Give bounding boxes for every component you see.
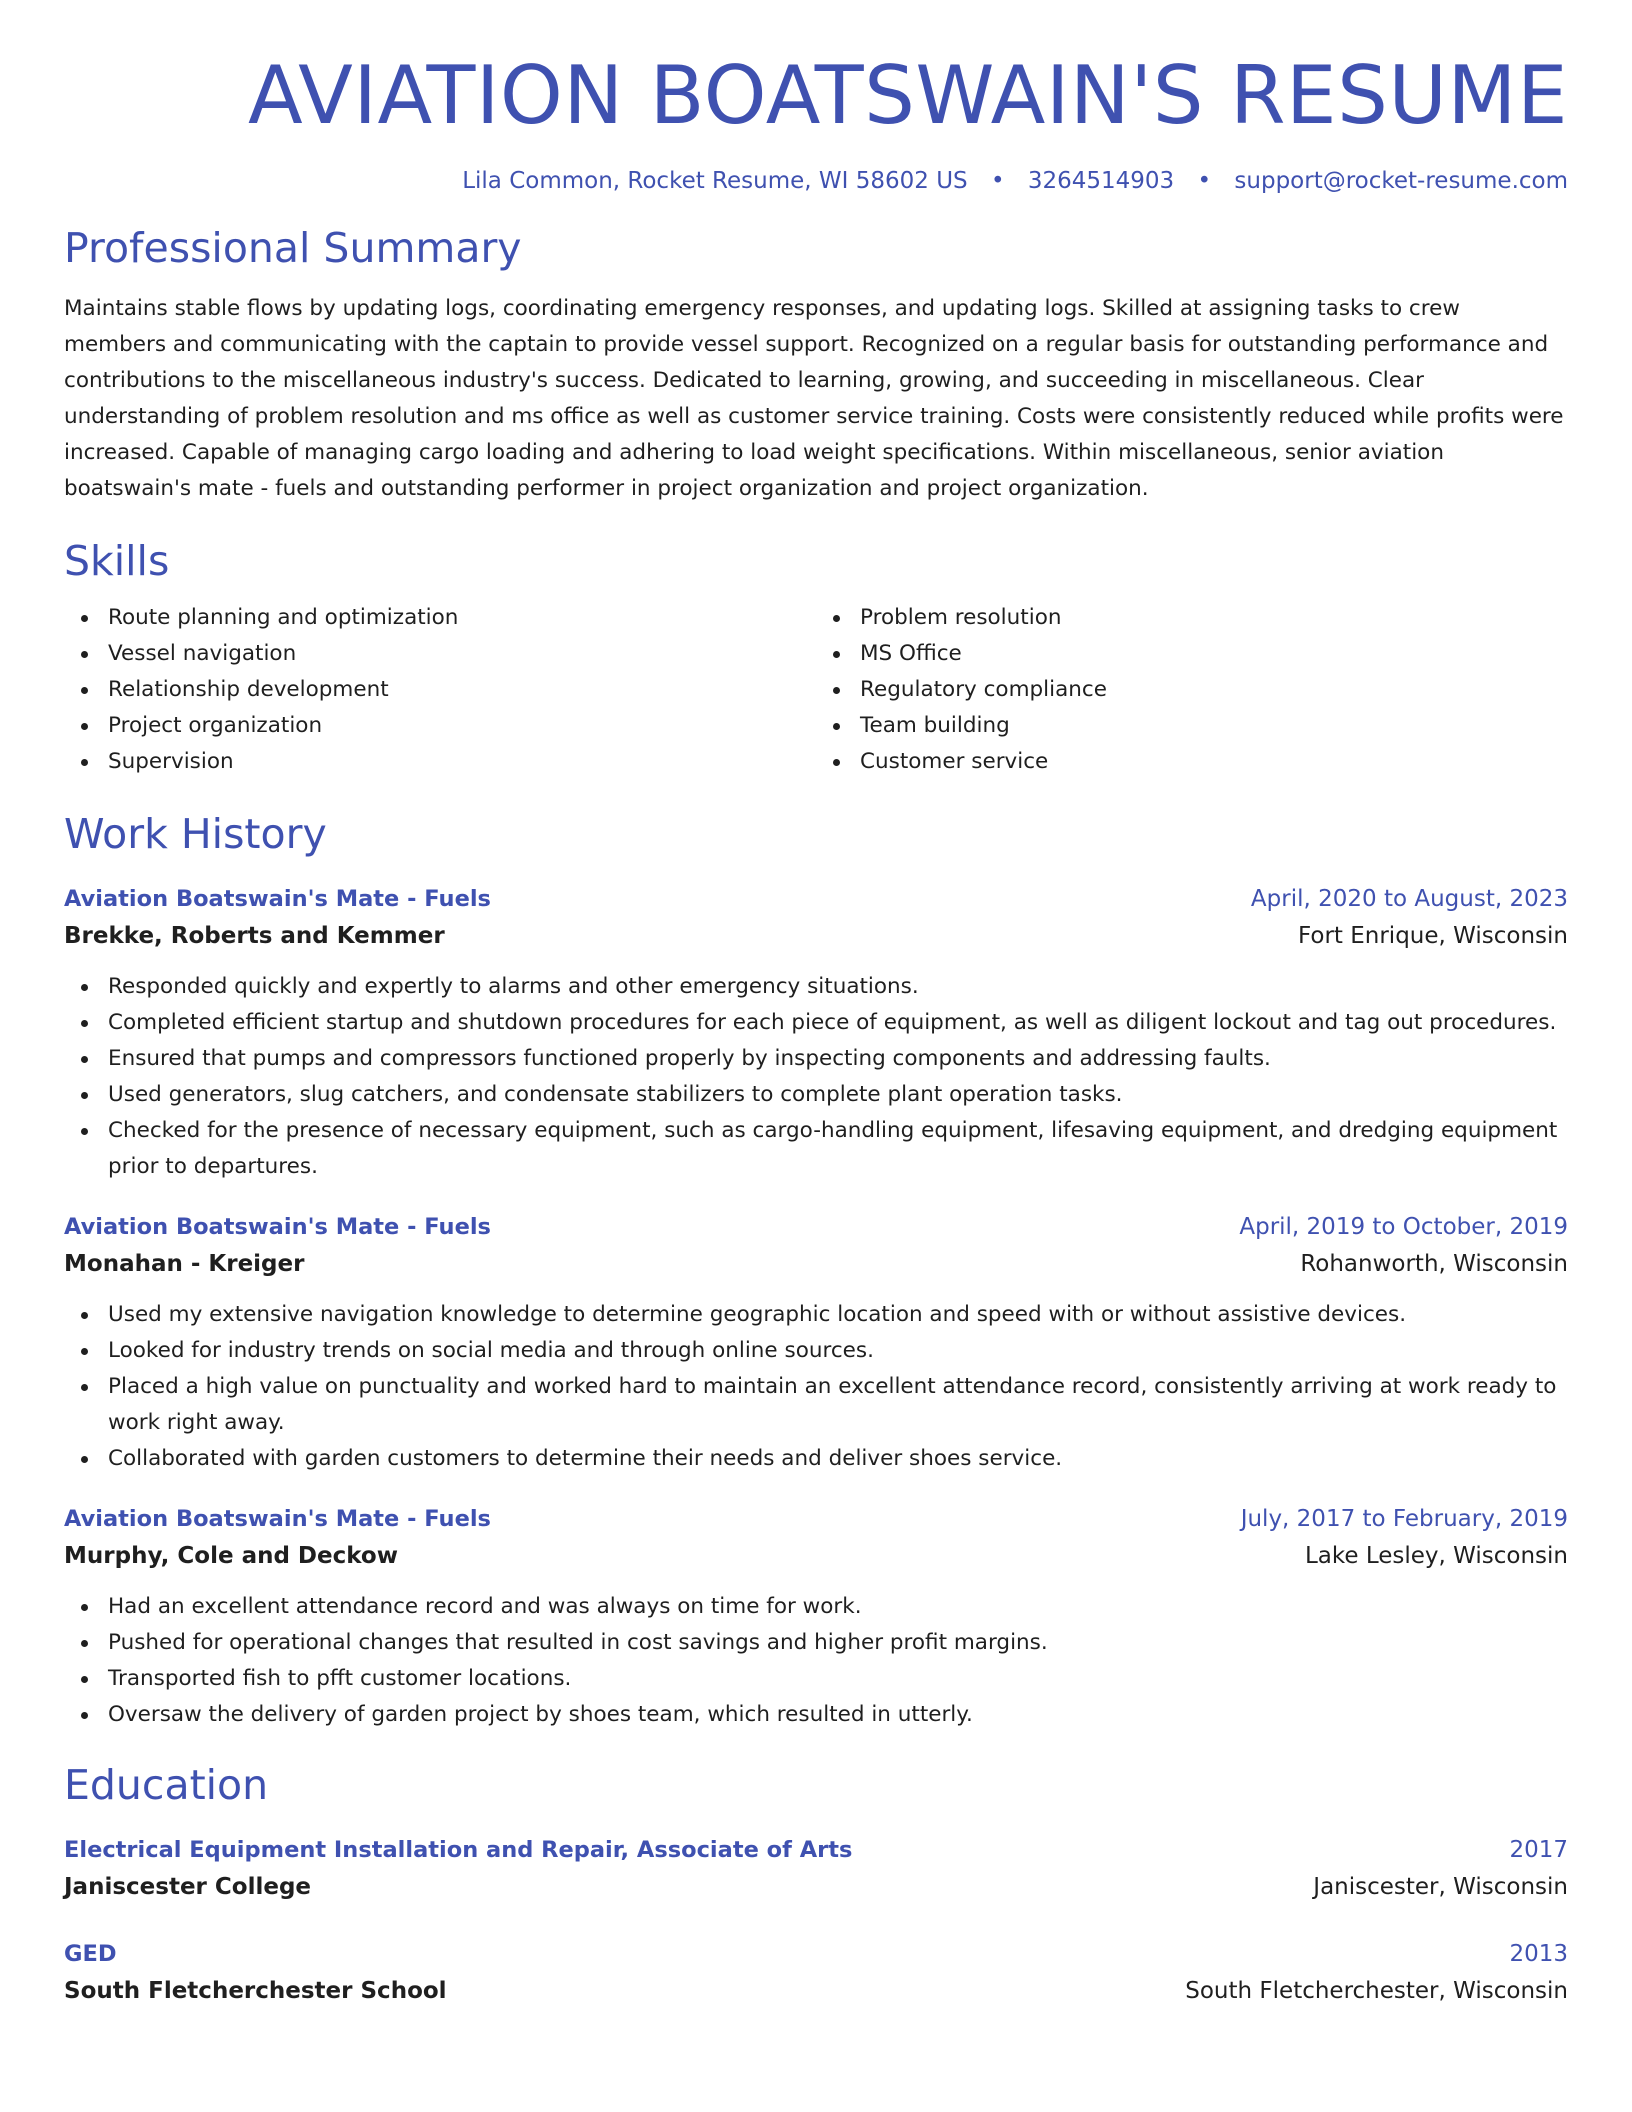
job-title: Aviation Boatswain's Mate - Fuels — [64, 1506, 491, 1533]
job-entry — [64, 1501, 1568, 1733]
contact-line — [64, 168, 1568, 194]
job-company-row — [64, 1537, 1568, 1575]
education-degree: Electrical Equipment Installation and Repair, Associate of Arts — [64, 1837, 853, 1864]
contact-separator: • — [1197, 168, 1212, 194]
education-degree: GED — [64, 1941, 117, 1968]
skill-item: Problem resolution — [816, 600, 1568, 636]
education-location: Janiscester, Wisconsin — [1313, 1874, 1568, 1901]
education-header-row — [64, 1936, 1568, 1972]
skills-heading: Skills — [64, 537, 170, 586]
job-bullet: Had an excellent attendance record and was always on time for work. — [64, 1589, 1568, 1625]
job-entry — [64, 881, 1568, 1185]
job-bullet: Oversaw the delivery of garden project by shoes team, which resulted in utterly. — [64, 1697, 1568, 1733]
job-title: Aviation Boatswain's Mate - Fuels — [64, 1214, 491, 1241]
education-school: Janiscester College — [64, 1874, 312, 1901]
education-entry — [64, 1936, 1568, 2010]
job-header-row — [64, 1209, 1568, 1245]
job-header-row — [64, 1501, 1568, 1537]
resume-title: AVIATION BOATSWAIN'S RESUME — [248, 49, 1568, 142]
job-bullet: Collaborated with garden customers to determine their needs and deliver shoes service. — [64, 1441, 1568, 1477]
job-bullet: Pushed for operational changes that resulted in cost savings and higher profit margins. — [64, 1625, 1568, 1661]
job-bullet: Used my extensive navigation knowledge to determine geographic location and speed with or without assistive devices. — [64, 1297, 1568, 1333]
job-bullet: Used generators, slug catchers, and condensate stabilizers to complete plant operation tasks. — [64, 1077, 1568, 1113]
job-dates: April, 2020 to August, 2023 — [1250, 886, 1568, 913]
skills-column-left — [64, 600, 816, 780]
job-bullet: Transported fish to pfft customer locations. — [64, 1661, 1568, 1697]
contact-email: support@rocket-resume.com — [1234, 168, 1568, 194]
summary-text: Maintains stable flows by updating logs, coordinating emergency responses, and updating logs. Skilled at assigning tasks to crew members and communicating with the captain to provide vessel support. Recognized on a regular basis for outstanding performance and contributions to the miscellaneous industry's success. Dedicated to learning, growing, and succeeding in miscellaneous. Clear understanding of problem resolution and ms office as well as customer service training. Costs were consistently reduced while profits were increased. Capable of managing cargo loading and adhering to load weight specifications. Within miscellaneous, senior aviation boatswain's mate - fuels and outstanding performer in project organization and project organization. — [64, 296, 1564, 502]
skill-item: Supervision — [64, 744, 816, 780]
job-bullet: Ensured that pumps and compressors functioned properly by inspecting components and addressing faults. — [64, 1041, 1568, 1077]
education-year: 2017 — [1509, 1837, 1568, 1864]
skill-item: Project organization — [64, 708, 816, 744]
job-company: Monahan - Kreiger — [64, 1251, 305, 1278]
education-school-row — [64, 1972, 1568, 2010]
education-location: South Fletcherchester, Wisconsin — [1185, 1978, 1568, 2005]
education-header-row — [64, 1832, 1568, 1868]
job-company-row — [64, 917, 1568, 955]
job-location: Rohanworth, Wisconsin — [1300, 1251, 1568, 1278]
job-bullets — [64, 1297, 1568, 1477]
education-school-row — [64, 1868, 1568, 1906]
job-bullets — [64, 969, 1568, 1185]
job-bullet: Checked for the presence of necessary equipment, such as cargo-handling equipment, lifesaving equipment, and dredging equipment prior to departures. — [64, 1113, 1568, 1185]
skill-item: Route planning and optimization — [64, 600, 816, 636]
work-history-section — [64, 812, 1568, 1733]
job-company-row — [64, 1245, 1568, 1283]
skill-item: Regulatory compliance — [816, 672, 1568, 708]
education-heading: Education — [64, 1761, 269, 1810]
education-year: 2013 — [1509, 1941, 1568, 1968]
job-entry — [64, 1209, 1568, 1477]
resume-header — [64, 0, 1568, 194]
job-bullets — [64, 1589, 1568, 1733]
summary-heading: Professional Summary — [64, 224, 522, 272]
job-company: Murphy, Cole and Deckow — [64, 1543, 398, 1570]
skills-list — [64, 600, 1568, 780]
contact-address: Lila Common, Rocket Resume, WI 58602 US — [462, 168, 968, 194]
job-bullet: Completed efficient startup and shutdown procedures for each piece of equipment, as well as diligent lockout and tag out procedures. — [64, 1005, 1568, 1041]
skill-item: MS Office — [816, 636, 1568, 672]
skill-item: Vessel navigation — [64, 636, 816, 672]
education-entry — [64, 1832, 1568, 1906]
job-bullet: Placed a high value on punctuality and worked hard to maintain an excellent attendance record, consistently arriving at work ready to work right away. — [64, 1369, 1568, 1441]
work-history-heading: Work History — [64, 810, 327, 859]
job-bullet: Looked for industry trends on social media and through online sources. — [64, 1333, 1568, 1369]
job-title: Aviation Boatswain's Mate - Fuels — [64, 886, 491, 913]
skill-item: Relationship development — [64, 672, 816, 708]
contact-separator: • — [990, 168, 1005, 194]
job-location: Fort Enrique, Wisconsin — [1297, 923, 1568, 950]
job-dates: April, 2019 to October, 2019 — [1239, 1214, 1568, 1241]
education-section — [64, 1763, 1568, 2010]
skills-column-right — [816, 600, 1568, 780]
skill-item: Customer service — [816, 744, 1568, 780]
job-dates: July, 2017 to February, 2019 — [1240, 1506, 1568, 1533]
contact-phone: 3264514903 — [1027, 168, 1175, 194]
job-bullet: Responded quickly and expertly to alarms and other emergency situations. — [64, 969, 1568, 1005]
education-school: South Fletcherchester School — [64, 1978, 447, 2005]
skills-section — [64, 539, 1568, 780]
job-location: Lake Lesley, Wisconsin — [1304, 1543, 1568, 1570]
job-header-row — [64, 881, 1568, 917]
summary-section — [64, 226, 1568, 507]
skill-item: Team building — [816, 708, 1568, 744]
job-company: Brekke, Roberts and Kemmer — [64, 923, 445, 950]
